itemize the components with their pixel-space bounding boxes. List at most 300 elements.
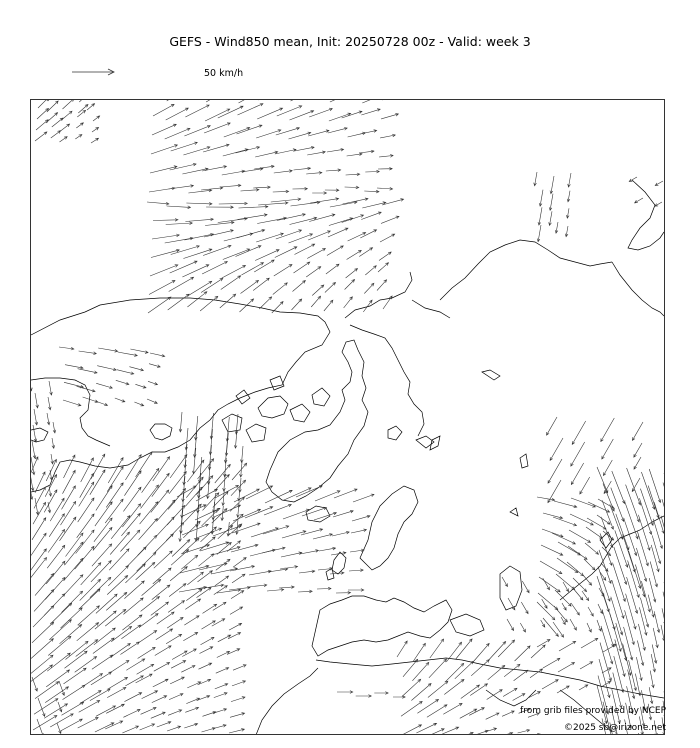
wind-arrow-icon xyxy=(109,661,129,674)
wind-arrow-icon xyxy=(206,89,228,102)
wind-arrow-icon xyxy=(168,710,182,716)
wind-arrow-icon xyxy=(571,442,585,466)
wind-arrow-icon xyxy=(96,383,112,388)
wind-arrow-icon xyxy=(611,597,623,635)
wind-arrow-icon xyxy=(214,693,227,698)
wind-arrow-icon xyxy=(333,510,353,517)
wind-arrow-icon xyxy=(95,502,112,526)
wind-arrow-icon xyxy=(222,266,246,279)
wind-arrow-icon xyxy=(501,732,513,736)
wind-arrow-icon xyxy=(92,655,113,669)
wind-arrow-icon xyxy=(537,497,555,501)
wind-arrow-icon xyxy=(232,523,260,533)
wind-arrow-icon xyxy=(238,104,264,116)
coastline-japan xyxy=(600,532,612,548)
wind-arrow-icon xyxy=(317,587,331,590)
wind-arrow-icon xyxy=(614,656,624,692)
wind-arrow-icon xyxy=(203,604,217,613)
wind-arrow-icon xyxy=(329,113,351,121)
wind-arrow-icon xyxy=(199,663,212,669)
wind-arrow-icon xyxy=(328,128,347,134)
wind-arrow-icon xyxy=(45,577,65,599)
wind-arrow-icon xyxy=(650,671,654,688)
wind-arrow-icon xyxy=(350,549,364,552)
wind-arrow-icon xyxy=(627,468,641,505)
wind-arrow-icon xyxy=(212,725,226,729)
wind-arrow-icon xyxy=(381,113,398,119)
wind-arrow-icon xyxy=(230,607,243,614)
wind-arrow-icon xyxy=(253,278,269,290)
wind-arrow-icon xyxy=(206,206,233,209)
wind-arrow-icon xyxy=(325,189,339,192)
wind-arrow-icon xyxy=(169,185,194,189)
wind-arrow-icon xyxy=(275,149,296,154)
wind-arrow-icon xyxy=(106,704,124,713)
wind-arrow-icon xyxy=(240,446,243,463)
wind-arrow-icon xyxy=(224,127,250,137)
wind-arrow-icon xyxy=(155,534,174,553)
wind-arrow-icon xyxy=(61,124,70,131)
wind-arrow-icon xyxy=(199,554,214,566)
wind-arrow-icon xyxy=(307,249,325,259)
wind-arrow-icon xyxy=(626,594,637,629)
wind-arrow-icon xyxy=(223,249,250,260)
wind-arrow-icon xyxy=(636,657,642,680)
wind-arrow-icon xyxy=(186,202,212,205)
wind-arrow-icon xyxy=(232,463,247,480)
wind-arrow-icon xyxy=(61,501,76,525)
wind-arrow-icon xyxy=(485,728,497,732)
wind-arrow-icon xyxy=(652,645,657,664)
wind-arrow-icon xyxy=(137,664,154,674)
wind-arrow-icon xyxy=(141,707,157,714)
wind-arrow-icon xyxy=(666,549,672,569)
wind-arrow-icon xyxy=(601,735,610,748)
wind-arrow-icon xyxy=(568,546,587,559)
wind-arrow-icon xyxy=(550,176,554,194)
wind-arrow-icon xyxy=(400,725,422,736)
wind-arrow-icon xyxy=(124,581,144,599)
wind-arrow-icon xyxy=(224,233,253,241)
wind-arrow-icon xyxy=(601,681,611,687)
wind-arrow-icon xyxy=(200,296,218,311)
wind-arrow-icon xyxy=(655,181,663,186)
wind-arrow-icon xyxy=(295,146,315,151)
wind-arrow-icon xyxy=(235,414,238,434)
wind-arrow-icon xyxy=(571,463,583,485)
wind-arrow-icon xyxy=(96,486,112,511)
wind-arrow-icon xyxy=(134,402,143,406)
wind-arrow-icon xyxy=(183,632,197,640)
wind-arrow-icon xyxy=(427,705,447,718)
wind-arrow-icon xyxy=(171,142,198,151)
wind-arrow-icon xyxy=(135,384,146,388)
wind-arrow-icon xyxy=(105,721,123,729)
wind-arrow-icon xyxy=(274,170,292,173)
wind-arrow-icon xyxy=(258,87,283,100)
wind-arrow-icon xyxy=(188,281,211,295)
wind-arrow-icon xyxy=(430,639,444,658)
wind-arrow-icon xyxy=(256,130,281,139)
wind-arrow-icon xyxy=(137,552,156,571)
wind-arrow-icon xyxy=(212,619,225,626)
wind-arrow-icon xyxy=(541,620,545,627)
coastline-novaya-zemlya xyxy=(430,436,440,450)
wind-arrow-icon xyxy=(152,696,167,703)
wind-arrow-icon xyxy=(342,111,362,118)
wind-arrow-icon xyxy=(179,517,182,541)
wind-arrow-icon xyxy=(141,485,159,508)
wind-arrow-icon xyxy=(157,722,171,728)
coastline-arabia xyxy=(486,690,536,706)
wind-arrow-icon xyxy=(515,646,531,661)
wind-arrow-icon xyxy=(64,87,75,98)
wind-arrow-icon xyxy=(543,658,560,668)
wind-arrow-icon xyxy=(310,198,338,203)
wind-arrow-icon xyxy=(205,109,230,121)
wind-arrow-icon xyxy=(308,130,329,136)
wind-arrow-icon xyxy=(667,532,673,553)
wind-arrow-icon xyxy=(352,515,370,521)
wind-arrow-icon xyxy=(298,590,312,593)
wind-arrow-icon xyxy=(378,167,392,170)
wind-arrow-icon xyxy=(223,474,226,491)
wind-arrow-icon xyxy=(291,89,316,101)
wind-arrow-icon xyxy=(187,572,203,585)
wind-arrow-icon xyxy=(125,455,141,480)
wind-arrow-icon xyxy=(149,364,160,368)
wind-arrow-icon xyxy=(429,659,447,678)
wind-arrow-icon xyxy=(426,729,444,737)
wind-arrow-icon xyxy=(223,149,248,156)
wind-arrow-icon xyxy=(157,612,174,624)
wind-arrow-icon xyxy=(219,202,248,205)
wind-arrow-icon xyxy=(217,589,241,593)
wind-arrow-icon xyxy=(377,187,393,190)
wind-arrow-icon xyxy=(241,280,259,293)
wind-arrow-icon xyxy=(188,189,211,193)
wind-arrow-icon xyxy=(199,563,227,570)
wind-arrow-icon xyxy=(251,528,278,537)
wind-arrow-icon xyxy=(280,566,298,569)
wind-arrow-icon xyxy=(61,719,83,731)
wind-arrow-icon xyxy=(98,348,118,352)
wind-arrow-icon xyxy=(610,504,623,539)
wind-arrow-icon xyxy=(37,108,49,119)
wind-arrow-icon xyxy=(65,365,83,369)
wind-arrow-icon xyxy=(602,668,611,673)
wind-arrow-icon xyxy=(293,187,308,190)
wind-arrow-icon xyxy=(255,250,279,261)
wind-arrow-icon xyxy=(383,296,392,309)
wind-arrow-icon xyxy=(142,579,161,595)
wind-arrow-icon xyxy=(636,548,646,581)
wind-arrow-icon xyxy=(37,719,44,737)
wind-arrow-icon xyxy=(170,567,187,581)
wind-arrow-icon xyxy=(53,422,56,433)
wind-arrow-icon xyxy=(51,131,61,138)
wind-arrow-icon xyxy=(47,413,50,425)
wind-arrow-icon xyxy=(581,638,598,648)
wind-arrow-icon xyxy=(378,263,389,272)
wind-arrow-icon xyxy=(309,214,335,222)
wind-arrow-icon xyxy=(540,561,562,574)
wind-arrow-icon xyxy=(555,222,558,233)
wind-arrow-icon xyxy=(165,128,190,139)
wind-arrow-icon xyxy=(32,677,38,691)
wind-arrow-icon xyxy=(148,381,158,385)
wind-arrow-icon xyxy=(107,467,123,492)
wind-arrow-icon xyxy=(586,527,602,538)
wind-arrow-icon xyxy=(200,647,213,654)
wind-arrow-icon xyxy=(138,647,156,658)
wind-arrow-icon xyxy=(213,602,226,610)
wind-arrow-icon xyxy=(182,265,209,277)
wind-arrow-icon xyxy=(222,170,245,175)
wind-arrow-icon xyxy=(513,694,525,701)
wind-arrow-icon xyxy=(548,480,561,503)
wind-arrow-icon xyxy=(537,225,541,242)
wind-arrow-icon xyxy=(460,709,477,718)
wind-arrow-icon xyxy=(342,215,364,223)
wind-arrow-icon xyxy=(616,514,629,550)
wind-arrow-icon xyxy=(563,582,569,592)
wind-arrow-icon xyxy=(530,669,543,678)
wind-arrow-icon xyxy=(151,145,177,154)
coastline-british-isles xyxy=(326,552,346,580)
wind-arrow-icon xyxy=(248,584,267,587)
wind-arrow-icon xyxy=(118,352,138,357)
wind-arrow-icon xyxy=(537,640,550,648)
wind-arrow-icon xyxy=(201,637,215,645)
wind-arrow-icon xyxy=(283,509,309,519)
wind-arrow-icon xyxy=(662,499,670,523)
wind-arrow-icon xyxy=(185,105,209,117)
wind-arrow-icon xyxy=(153,104,174,116)
wind-arrow-icon xyxy=(256,233,283,242)
wind-arrow-icon xyxy=(332,531,349,536)
wind-arrow-icon xyxy=(601,563,608,571)
coastline-alaska xyxy=(31,378,110,446)
wind-arrow-icon xyxy=(257,108,282,119)
wind-arrow-icon xyxy=(141,597,160,612)
wind-arrow-icon xyxy=(558,663,575,673)
wind-arrow-icon xyxy=(661,625,665,641)
wind-arrow-icon xyxy=(662,608,666,625)
wind-arrow-icon xyxy=(236,246,262,257)
wind-arrow-icon xyxy=(326,169,341,172)
wind-arrow-icon xyxy=(634,443,642,457)
wind-arrow-icon xyxy=(273,283,288,295)
wind-arrow-icon xyxy=(486,713,499,719)
wind-arrow-icon xyxy=(271,198,301,202)
wind-arrow-icon xyxy=(650,562,657,587)
wind-arrow-icon xyxy=(602,439,614,459)
wind-arrow-icon xyxy=(216,668,229,674)
wind-arrow-icon xyxy=(654,611,660,632)
wind-arrow-icon xyxy=(170,261,197,273)
wind-arrow-icon xyxy=(572,587,583,600)
wind-arrow-icon xyxy=(365,266,376,275)
wind-arrow-icon xyxy=(348,589,364,592)
wind-arrow-icon xyxy=(231,697,245,702)
wind-arrow-icon xyxy=(76,123,83,128)
wind-arrow-icon xyxy=(277,214,306,221)
chart-title: GEFS - Wind850 mean, Init: 20250728 00z - Valid: week 3 xyxy=(169,34,531,49)
wind-arrow-icon xyxy=(239,205,268,208)
wind-arrow-icon xyxy=(284,488,311,500)
wind-arrow-icon xyxy=(186,85,207,98)
wind-arrow-icon xyxy=(150,265,178,276)
wind-arrow-icon xyxy=(381,216,399,223)
wind-arrow-icon xyxy=(168,601,184,613)
wind-arrow-icon xyxy=(154,551,173,568)
wind-arrow-icon xyxy=(348,132,366,137)
wind-arrow-icon xyxy=(169,277,194,291)
credit-copyright: ©2025 sb@irizone.net xyxy=(564,723,666,733)
wind-arrow-icon xyxy=(289,234,313,243)
wind-arrow-icon xyxy=(588,607,593,616)
wind-arrow-icon xyxy=(184,616,199,625)
wind-arrow-icon xyxy=(122,615,142,630)
wind-arrow-icon xyxy=(346,269,358,279)
wind-arrow-icon xyxy=(663,592,668,609)
wind-arrow-icon xyxy=(360,130,376,134)
wind-arrow-icon xyxy=(48,397,51,410)
wind-arrow-icon xyxy=(324,300,333,311)
wind-arrow-icon xyxy=(125,676,143,686)
wind-arrow-icon xyxy=(330,91,354,102)
wind-arrow-icon xyxy=(78,498,94,522)
wind-arrow-icon xyxy=(225,433,228,456)
wind-arrow-icon xyxy=(349,569,363,572)
wind-arrow-icon xyxy=(327,148,344,152)
wind-arrow-icon xyxy=(638,515,650,550)
wind-arrow-icon xyxy=(166,634,182,644)
wind-arrow-icon xyxy=(77,623,99,641)
wind-arrow-icon xyxy=(215,684,228,689)
wind-arrow-icon xyxy=(649,469,661,503)
wind-arrow-icon xyxy=(601,517,613,548)
wind-arrow-icon xyxy=(611,488,624,522)
wind-arrow-icon xyxy=(337,691,353,694)
wind-arrow-icon xyxy=(302,507,327,516)
wind-arrow-icon xyxy=(78,105,88,114)
coastline-greenland xyxy=(266,340,368,502)
wind-arrow-icon xyxy=(182,168,208,174)
wind-arrow-icon xyxy=(518,729,530,733)
wind-arrow-icon xyxy=(123,487,141,511)
wind-arrow-icon xyxy=(48,90,58,101)
wind-arrow-icon xyxy=(566,208,569,218)
wind-arrow-icon xyxy=(185,599,200,609)
wind-arrow-icon xyxy=(66,641,89,659)
coastline-east-asia xyxy=(560,516,664,600)
wind-arrow-icon xyxy=(90,470,105,495)
wind-arrow-icon xyxy=(79,92,90,102)
wind-arrow-icon xyxy=(35,132,47,141)
wind-arrow-icon xyxy=(326,264,339,274)
wind-arrow-icon xyxy=(273,190,289,193)
wind-arrow-icon xyxy=(187,682,201,688)
wind-arrow-icon xyxy=(502,577,508,587)
wind-arrow-icon xyxy=(105,499,123,523)
wind-arrow-icon xyxy=(274,265,292,277)
wind-arrow-icon xyxy=(171,550,189,566)
wind-arrow-icon xyxy=(93,116,100,121)
wind-arrow-icon xyxy=(267,588,284,591)
wind-arrow-icon xyxy=(129,367,143,371)
wind-arrow-icon xyxy=(627,577,638,613)
wind-arrow-icon xyxy=(195,508,220,520)
wind-arrow-icon xyxy=(95,401,107,406)
wind-arrow-icon xyxy=(325,282,336,292)
wind-arrow-icon xyxy=(192,448,195,474)
wind-arrow-icon xyxy=(529,692,540,698)
wind-arrow-icon xyxy=(623,644,632,676)
wind-arrow-icon xyxy=(343,89,366,99)
wind-arrow-icon xyxy=(123,598,143,615)
wind-arrow-icon xyxy=(461,685,480,699)
wind-arrow-icon xyxy=(538,207,542,225)
wind-arrow-icon xyxy=(382,199,404,205)
wind-arrow-icon xyxy=(154,663,170,672)
wind-arrow-icon xyxy=(63,575,83,597)
wind-arrow-icon xyxy=(171,661,186,669)
wind-arrow-icon xyxy=(300,550,319,554)
wind-arrow-icon xyxy=(327,246,343,256)
wind-arrow-icon xyxy=(62,486,76,510)
wind-arrow-icon xyxy=(233,665,246,671)
wind-arrow-icon xyxy=(79,351,97,355)
wind-arrow-icon xyxy=(250,549,275,556)
wind-arrow-icon xyxy=(110,643,130,657)
wind-arrow-icon xyxy=(571,603,579,615)
wind-arrow-icon xyxy=(202,728,216,733)
wind-arrow-icon xyxy=(58,702,62,712)
wind-arrow-icon xyxy=(299,570,315,573)
wind-arrow-icon xyxy=(97,366,116,371)
wind-arrow-icon xyxy=(571,498,595,507)
wind-arrow-icon xyxy=(52,438,55,448)
wind-arrow-icon xyxy=(52,118,63,127)
wind-arrow-icon xyxy=(236,146,260,153)
wind-arrow-icon xyxy=(520,623,525,632)
wind-arrow-icon xyxy=(240,299,254,312)
wind-arrow-icon xyxy=(542,680,558,689)
wind-arrow-icon xyxy=(307,151,325,155)
wind-arrow-icon xyxy=(634,457,641,469)
wind-arrow-icon xyxy=(51,454,54,464)
wind-arrow-icon xyxy=(522,581,529,593)
wind-arrow-icon xyxy=(412,662,428,680)
wind-arrow-icon xyxy=(567,562,583,576)
wind-arrow-icon xyxy=(542,599,547,608)
wind-arrow-icon xyxy=(569,530,591,542)
wind-arrow-icon xyxy=(345,280,355,290)
wind-arrow-icon xyxy=(541,545,563,555)
wind-arrow-icon xyxy=(242,263,264,275)
wind-arrow-icon xyxy=(139,631,157,643)
wind-arrow-icon xyxy=(329,218,353,226)
wind-arrow-icon xyxy=(124,471,141,496)
wind-arrow-icon xyxy=(359,150,374,153)
wind-arrow-icon xyxy=(181,666,195,673)
wind-arrow-icon xyxy=(124,693,141,702)
wind-arrow-icon xyxy=(580,477,590,494)
wind-arrow-icon xyxy=(361,109,380,115)
wind-arrow-icon xyxy=(179,412,182,432)
